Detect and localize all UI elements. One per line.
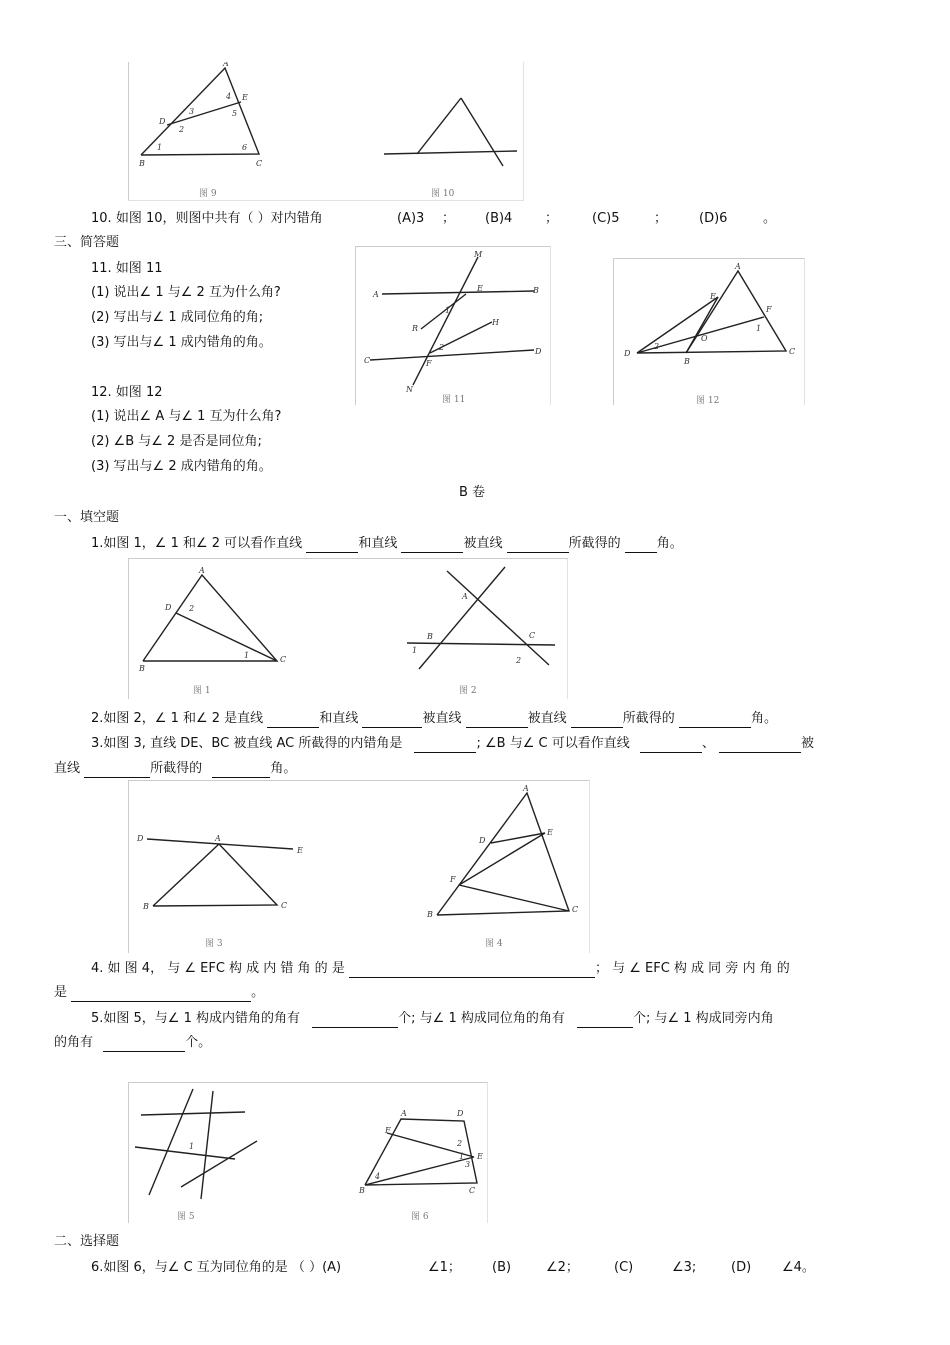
fig1-label-a: A xyxy=(199,566,205,575)
fig10-line-transversal xyxy=(384,151,517,154)
fig3-label-e: E xyxy=(297,846,303,855)
fig4-label-b: B xyxy=(427,910,433,919)
fig5-angle-1: 1 xyxy=(189,1142,195,1151)
fig6-label-b: B xyxy=(359,1186,365,1195)
figure-12-drawing xyxy=(614,259,804,405)
fig1-triangle xyxy=(143,575,277,661)
fig5-caption: 图 5 xyxy=(177,1212,195,1222)
fig11-angle-1: 1 xyxy=(445,306,451,315)
b1-blank-3[interactable] xyxy=(507,539,569,553)
b5-blank-1[interactable] xyxy=(312,1014,398,1028)
b4-question-line-2: 是 。 xyxy=(54,985,265,1000)
fig1-line-dc xyxy=(176,613,277,661)
q10-end: 。 xyxy=(763,211,777,226)
fig1-label-b: B xyxy=(139,664,145,673)
fig9-label-b: B xyxy=(139,159,145,168)
q11-line-1: (1) 说出∠ 1 与∠ 2 互为什么角? xyxy=(91,285,281,300)
fig12-label-b: B xyxy=(684,357,690,366)
fig11-label-h: H xyxy=(492,318,499,327)
fig4-label-c: C xyxy=(572,905,579,914)
q11-title: 11. 如图 11 xyxy=(91,261,163,276)
fig9-triangle xyxy=(141,68,259,155)
b1-blank-2[interactable] xyxy=(401,539,463,553)
fig10-line-right xyxy=(461,98,503,166)
fig9-angle-2: 2 xyxy=(179,125,185,134)
fig6-label-e: E xyxy=(477,1152,483,1161)
figure-11 xyxy=(355,246,551,405)
fig2-angle-2: 2 xyxy=(516,656,522,665)
fig12-label-o: O xyxy=(701,334,708,343)
fig11-angle-2: 2 xyxy=(439,343,445,352)
figure-3-4-drawing xyxy=(129,781,589,953)
fig11-caption: 图 11 xyxy=(442,395,466,405)
q10-option-a: (A)3 xyxy=(397,211,425,226)
fig6-label-d: D xyxy=(457,1109,464,1118)
q10-option-c: (C)5 xyxy=(592,211,620,226)
b6-option-c-label: (C) xyxy=(614,1260,634,1275)
b2-blank-1[interactable] xyxy=(267,714,319,728)
fig11-label-b: B xyxy=(533,286,539,295)
fig11-label-c: C xyxy=(364,356,371,365)
b3-blank-2[interactable] xyxy=(640,739,702,753)
fig11-label-e: E xyxy=(477,284,483,293)
fig11-label-f: F xyxy=(426,359,432,368)
fig2-caption: 图 2 xyxy=(459,686,477,696)
fig5-line-left xyxy=(149,1089,193,1195)
fig10-caption: 图 10 xyxy=(431,189,455,199)
q10-number: 10. xyxy=(91,211,112,226)
fig5-line-top xyxy=(141,1112,245,1115)
figure-12 xyxy=(613,258,805,405)
fig4-line-fc xyxy=(459,885,569,911)
fig2-label-b: B xyxy=(427,632,433,641)
fig1-angle-1: 1 xyxy=(244,651,250,660)
q12-line-1: (1) 说出∠ A 与∠ 1 互为什么角? xyxy=(91,409,282,424)
b5-blank-2[interactable] xyxy=(577,1014,633,1028)
fig4-label-f: F xyxy=(450,875,456,884)
fig4-caption: 图 4 xyxy=(485,939,503,949)
q10-option-d: (D)6 xyxy=(699,211,728,226)
fig10-line-left xyxy=(417,98,461,154)
fig12-label-c: C xyxy=(789,347,796,356)
b4-blank-2[interactable] xyxy=(71,988,251,1002)
q10-stem xyxy=(91,210,323,228)
b1-question: 1.如图 1，∠ 1 和∠ 2 可以看作直线 和直线 被直线 所截得的 角。 xyxy=(91,536,683,551)
fig6-angle-3: 3 xyxy=(465,1160,471,1169)
fig11-line-ab xyxy=(382,291,534,294)
fig11-line-cd xyxy=(370,350,534,360)
fig3-caption: 图 3 xyxy=(205,939,223,949)
fig11-label-n: N xyxy=(406,385,413,394)
b6-option-b: ∠2； xyxy=(546,1260,579,1275)
fig11-line-mn xyxy=(413,257,478,385)
b1-blank-1[interactable] xyxy=(306,539,358,553)
figure-5-6 xyxy=(128,1082,488,1223)
fig9-caption: 图 9 xyxy=(199,189,217,199)
fig9-angle-4: 4 xyxy=(226,92,232,101)
fig2-line-bc xyxy=(407,643,555,645)
fig12-label-a: A xyxy=(735,262,741,271)
fig12-label-d: D xyxy=(624,349,631,358)
fig6-angle-1: 1 xyxy=(459,1152,465,1161)
fig6-angle-2: 2 xyxy=(457,1139,463,1148)
fig12-label-e: E xyxy=(710,292,716,301)
b2-blank-4[interactable] xyxy=(571,714,623,728)
fig12-outline xyxy=(637,271,786,353)
b6-option-a: ∠1； xyxy=(428,1260,461,1275)
b5-question-line-2: 的角有 个。 xyxy=(54,1035,212,1050)
fig3-label-c: C xyxy=(281,901,288,910)
fig1-label-c: C xyxy=(280,655,287,664)
fig4-label-d: D xyxy=(479,836,486,845)
fig2-line-ab xyxy=(419,567,505,669)
b2-blank-3[interactable] xyxy=(466,714,528,728)
fig6-angle-4: 4 xyxy=(375,1172,381,1181)
fig2-angle-1: 1 xyxy=(412,646,418,655)
q10-text: 如图 10，则图中共有（ ）对内错角 xyxy=(115,211,323,226)
figure-1-2 xyxy=(128,558,568,699)
fig11-label-a: A xyxy=(373,290,379,299)
figure-1-2-drawing xyxy=(129,559,567,699)
fig12-caption: 图 12 xyxy=(696,396,720,405)
fig3-label-d: D xyxy=(137,834,144,843)
b3-blank-1[interactable] xyxy=(414,739,476,753)
fig11-label-r: R xyxy=(412,324,419,333)
figure-9-10-drawing xyxy=(129,62,523,200)
b6-option-c: ∠3; xyxy=(672,1260,697,1275)
section-3-title: 三、简答题 xyxy=(54,235,120,250)
fig2-label-c: C xyxy=(529,631,536,640)
fig2-label-a: A xyxy=(462,592,468,601)
fig1-label-d: D xyxy=(165,603,172,612)
fig9-line-de xyxy=(167,102,241,125)
figure-9-10 xyxy=(128,62,524,201)
fig1-angle-2: 2 xyxy=(189,604,195,613)
fig9-angle-3: 3 xyxy=(189,107,195,116)
q12-line-3: (3) 写出与∠ 2 成内错角的角。 xyxy=(91,459,272,474)
q10-sep-c: ； xyxy=(654,211,668,226)
q12-line-2: (2) ∠B 与∠ 2 是否是同位角; xyxy=(91,434,262,449)
fig3-triangle xyxy=(153,844,277,906)
figure-11-drawing xyxy=(356,247,550,405)
q11-line-2: (2) 写出与∠ 1 成同位角的角; xyxy=(91,310,264,325)
b1-blank-4[interactable] xyxy=(625,539,657,553)
fig4-triangle xyxy=(437,793,569,915)
q10-sep-a: ； xyxy=(442,211,456,226)
fig4-label-e: E xyxy=(547,828,553,837)
fig12-line-de xyxy=(637,297,718,353)
q10-sep-b: ； xyxy=(545,211,559,226)
b6-option-d-label: (D) xyxy=(731,1260,752,1275)
fig11-label-d: D xyxy=(535,347,542,356)
b5-blank-3[interactable] xyxy=(103,1038,185,1052)
fig6-line-be xyxy=(365,1157,474,1185)
fig12-line-be xyxy=(686,297,718,353)
figure-5-6-drawing xyxy=(129,1083,487,1223)
fig12-angle-1: 1 xyxy=(756,324,762,333)
fig6-label-c: C xyxy=(469,1186,476,1195)
b6-stem: 6.如图 6，与∠ C 互为同位角的是 （ ）(A) xyxy=(91,1260,342,1275)
fig11-label-m: M xyxy=(474,250,483,259)
b2-blank-5[interactable] xyxy=(679,714,751,728)
fig12-angle-2: 2 xyxy=(654,342,660,351)
fig12-label-f: F xyxy=(766,305,772,314)
b2-question: 2.如图 2，∠ 1 和∠ 2 是直线 和直线 被直线 被直线 所截得的 角。 xyxy=(91,711,777,726)
fig9-angle-1: 1 xyxy=(157,143,163,152)
b4-question-line-1: 4. 如 图 4， 与 ∠ EFC 构 成 内 错 角 的 是 ； 与 ∠ EFC 构 成 同 旁 内 角 的 xyxy=(91,961,790,976)
q12-title: 12. 如图 12 xyxy=(91,385,163,400)
fig3-label-a: A xyxy=(215,834,221,843)
q11-line-3: (3) 写出与∠ 1 成内错角的角。 xyxy=(91,335,272,350)
fig6-label-f: F xyxy=(385,1126,391,1135)
fig1-caption: 图 1 xyxy=(193,686,211,696)
b3-question-line-2: 直线 所截得的 角。 xyxy=(54,761,297,776)
figure-3-4 xyxy=(128,780,590,953)
fig6-label-a: A xyxy=(401,1109,407,1118)
fig9-angle-5: 5 xyxy=(232,109,238,118)
fig5-line-right xyxy=(201,1091,213,1199)
b6-option-d: ∠4。 xyxy=(782,1260,815,1275)
section-1-title: 一、填空题 xyxy=(54,510,120,525)
fig9-label-d: D xyxy=(159,117,166,126)
section-2-title: 二、选择题 xyxy=(54,1234,120,1249)
b3-blank-5[interactable] xyxy=(212,764,270,778)
b3-blank-3[interactable] xyxy=(719,739,801,753)
b3-question-line-1: 3.如图 3, 直线 DE、BC 被直线 AC 所截得的内错角是 ; ∠B 与∠ C 可以看作直线 、 被 xyxy=(91,736,815,751)
fig4-label-a: A xyxy=(523,784,529,793)
b2-blank-2[interactable] xyxy=(362,714,422,728)
fig9-label-a: A xyxy=(223,62,229,68)
b5-question-line-1: 5.如图 5，与∠ 1 构成内错角的角有 个; 与∠ 1 构成同位角的角有 个; 与∠ 1 构成同旁内角 xyxy=(91,1011,774,1026)
fig3-label-b: B xyxy=(143,902,149,911)
b3-blank-4[interactable] xyxy=(84,764,150,778)
fig9-angle-6: 6 xyxy=(242,143,248,152)
fig9-label-e: E xyxy=(242,93,248,102)
b4-blank-1[interactable] xyxy=(349,964,595,978)
q10-option-b: (B)4 xyxy=(485,211,513,226)
paper-b-title: B 卷 xyxy=(459,485,486,500)
b6-option-b-label: (B) xyxy=(492,1260,512,1275)
fig9-label-c: C xyxy=(256,159,263,168)
fig6-caption: 图 6 xyxy=(411,1212,429,1222)
fig5-line-mid xyxy=(135,1147,235,1159)
